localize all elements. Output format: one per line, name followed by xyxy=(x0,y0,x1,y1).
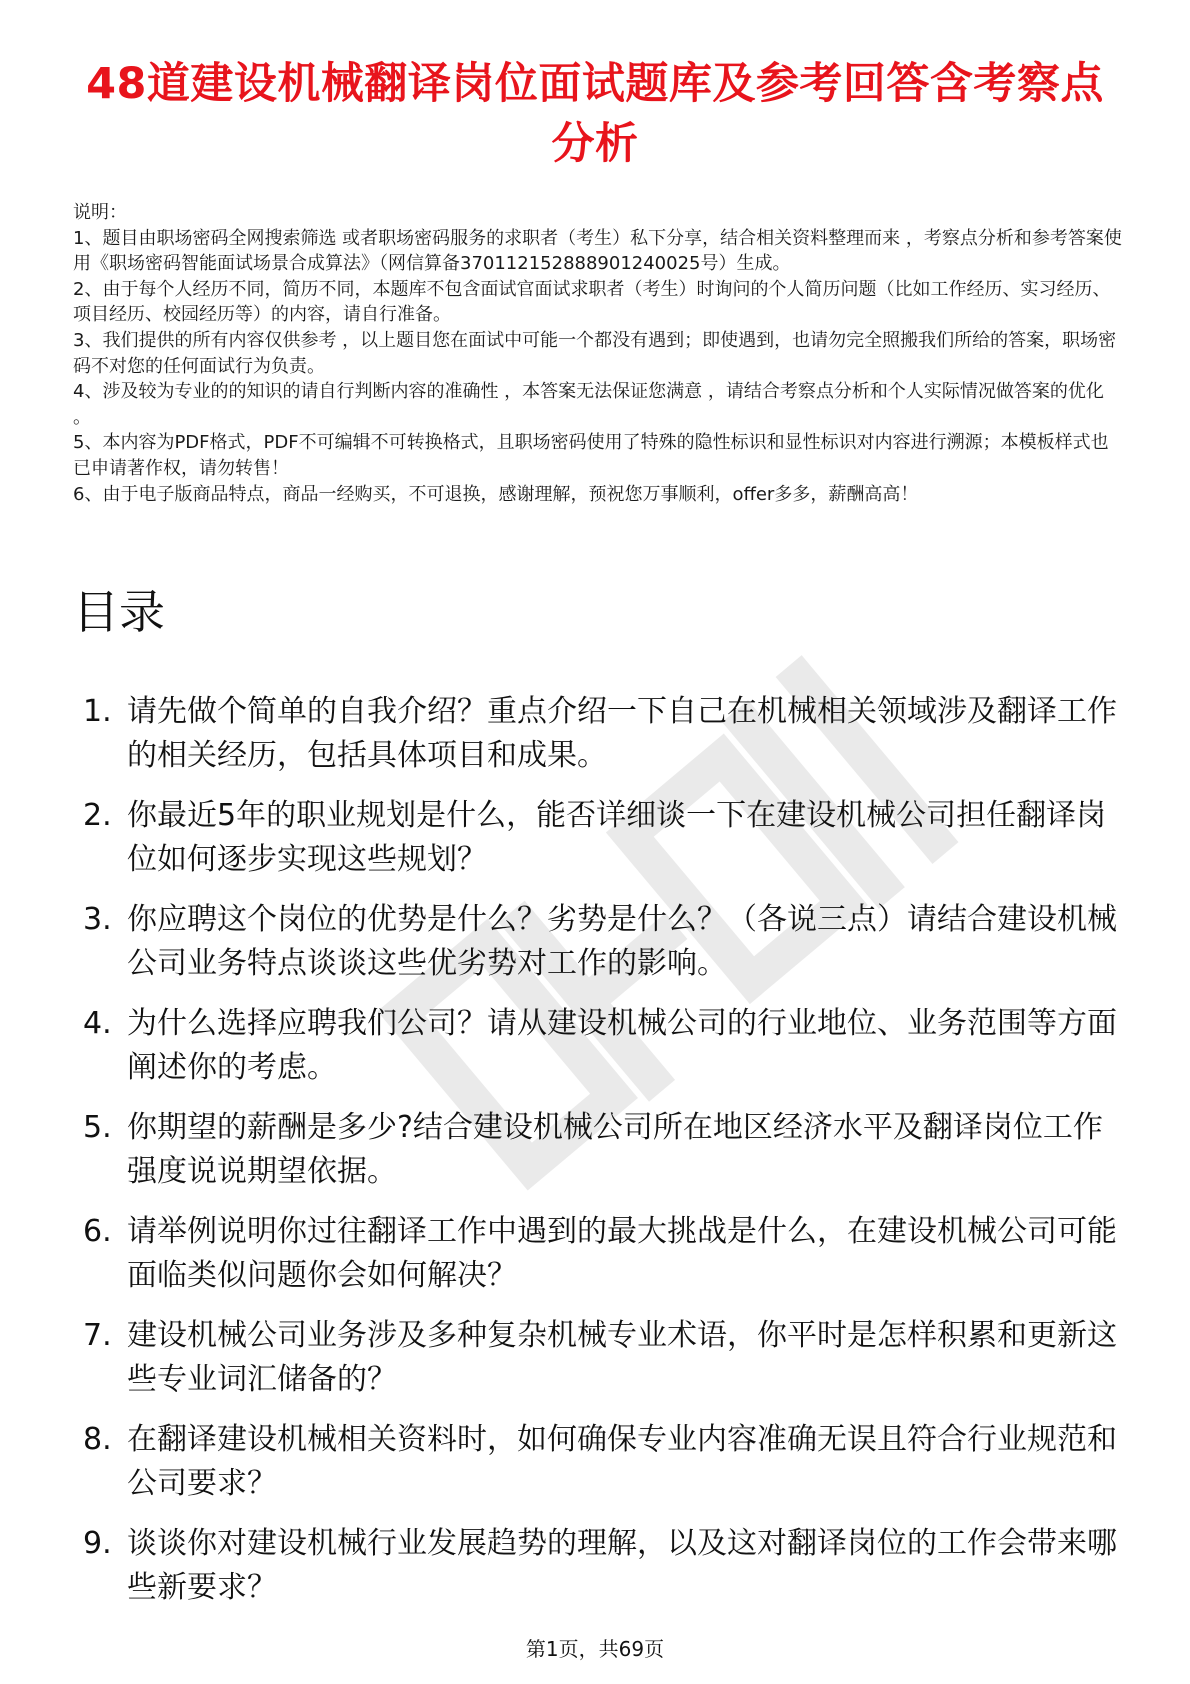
toc-item-number: 2. xyxy=(83,798,112,833)
note-item: 1、题目由职场密码全网搜索筛选 或者职场密码服务的求职者（考生）私下分享，结合相关资料整理而来 ，考察点分析和参考答案使用《职场密码智能面试场景合成算法》（网信算备370112152888901240025号）生成。 xyxy=(73,227,1122,275)
toc-item-text: 请先做个简单的自我介绍？重点介绍一下自己在机械相关领域涉及翻译工作的相关经历，包括具体项目和成果。 xyxy=(127,694,1117,773)
toc-item-text: 你应聘这个岗位的优势是什么？劣势是什么？（各说三点）请结合建设机械公司业务特点谈谈这些优劣势对工作的影响。 xyxy=(127,902,1117,981)
toc-item[interactable] xyxy=(73,1314,1125,1402)
toc-item[interactable] xyxy=(73,1210,1125,1298)
toc-item[interactable] xyxy=(73,1522,1125,1610)
note-item: 4、涉及较为专业的的知识的请自行判断内容的准确性 ，本答案无法保证您满意 ，请结合考察点分析和个人实际情况做答案的优化 。 xyxy=(73,381,1104,428)
toc-item-text: 你期望的薪酬是多少?结合建设机械公司所在地区经济水平及翻译岗位工作强度说说期望依据。 xyxy=(127,1110,1103,1189)
instructions-block xyxy=(73,200,1125,507)
note-item: 6、由于电子版商品特点，商品一经购买，不可退换，感谢理解，预祝您万事顺利，offer多多，薪酬高高！ xyxy=(73,483,919,505)
toc-item-text: 为什么选择应聘我们公司？请从建设机械公司的行业地位、业务范围等方面阐述你的考虑。 xyxy=(127,1006,1117,1085)
toc-item[interactable] xyxy=(73,794,1125,882)
toc-item-number: 5. xyxy=(83,1110,112,1145)
notes-heading: 说明： xyxy=(73,202,127,223)
toc-item-text: 你最近5年的职业规划是什么，能否详细谈一下在建设机械公司担任翻译岗位如何逐步实现这些规划？ xyxy=(127,798,1107,877)
toc-list xyxy=(73,690,1125,1626)
note-item: 2、由于每个人经历不同，简历不同，本题库不包含面试官面试求职者（考生）时询问的个人简历问题（比如工作经历、实习经历、项目经历、校园经历等）的内容，请自行准备。 xyxy=(73,278,1111,326)
toc-item-number: 1. xyxy=(83,694,112,729)
toc-item-number: 4. xyxy=(83,1006,112,1041)
toc-item-number: 6. xyxy=(83,1214,112,1249)
toc-item-number: 9. xyxy=(83,1526,112,1561)
toc-item[interactable] xyxy=(73,1106,1125,1194)
note-item: 3、我们提供的所有内容仅供参考 ，以上题目您在面试中可能一个都没有遇到；即使遇到，也请勿完全照搬我们所给的答案，职场密码不对您的任何面试行为负责。 xyxy=(73,329,1117,377)
toc-item-number: 8. xyxy=(83,1422,112,1457)
note-item: 5、本内容为PDF格式，PDF不可编辑不可转换格式，且职场密码使用了特殊的隐性标识和显性标识对内容进行溯源；本模板样式也已申请著作权，请勿转售！ xyxy=(73,432,1109,479)
toc-item-text: 在翻译建设机械相关资料时，如何确保专业内容准确无误且符合行业规范和公司要求？ xyxy=(127,1422,1117,1501)
toc-item[interactable] xyxy=(73,898,1125,986)
toc-item-text: 谈谈你对建设机械行业发展趋势的理解，以及这对翻译岗位的工作会带来哪些新要求？ xyxy=(127,1526,1117,1605)
page-footer: 第1页，共69页 xyxy=(525,1637,665,1661)
toc-item[interactable] xyxy=(73,1418,1125,1506)
toc-item[interactable] xyxy=(73,1002,1125,1090)
toc-item-text: 请举例说明你过往翻译工作中遇到的最大挑战是什么，在建设机械公司可能面临类似问题你会如何解决？ xyxy=(127,1214,1117,1293)
toc-item[interactable] xyxy=(73,690,1125,778)
toc-item-number: 3. xyxy=(83,902,112,937)
toc-item-number: 7. xyxy=(83,1318,112,1353)
page-title: 48道建设机械翻译岗位面试题库及参考回答含考察点分析 xyxy=(86,59,1104,169)
toc-heading: 目录 xyxy=(73,585,165,639)
toc-item-text: 建设机械公司业务涉及多种复杂机械专业术语，你平时是怎样积累和更新这些专业词汇储备的？ xyxy=(127,1318,1117,1397)
